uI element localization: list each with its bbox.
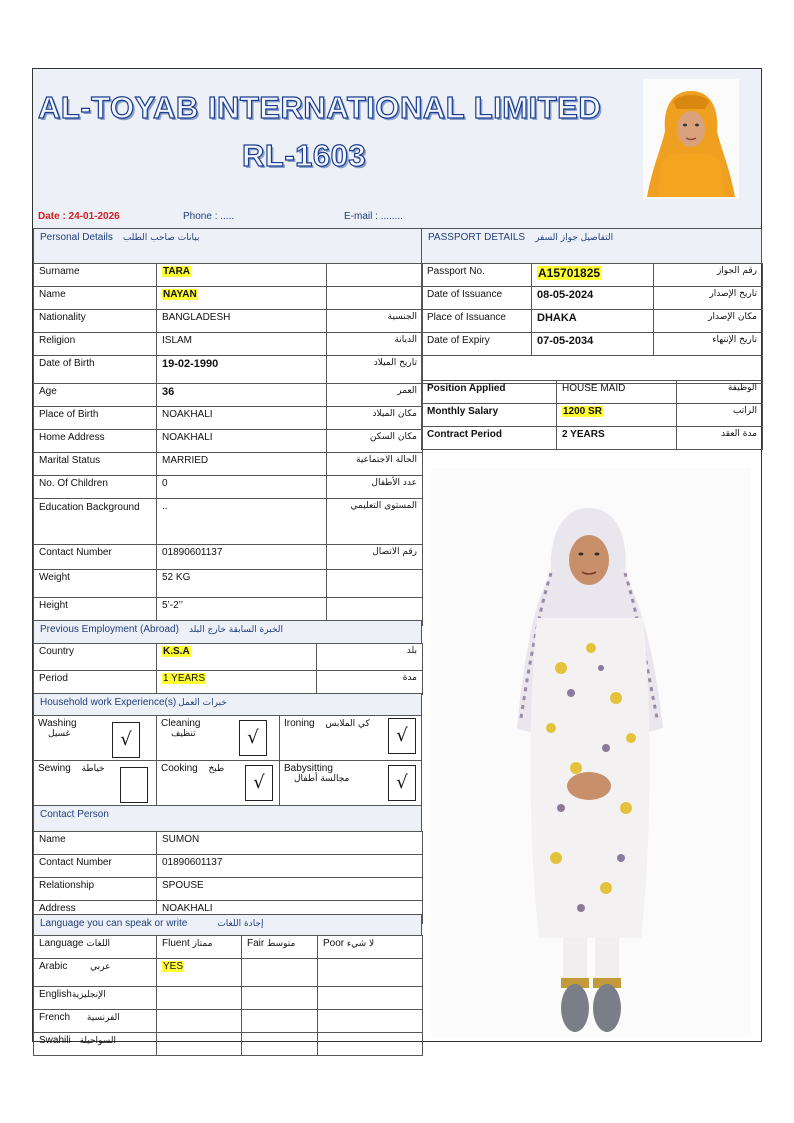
table-row: Address NOAKHALI	[34, 901, 423, 924]
headshot-photo	[643, 79, 739, 199]
table-row: Surname TARA	[34, 264, 423, 287]
household-experience-header: Household work Experience(s) خبرات العمل	[33, 693, 422, 716]
languages-table	[33, 935, 423, 1056]
skill-babysitting: Babysitting مجالسة أطفال √	[279, 760, 422, 806]
skill-cleaning: Cleaning تنظيف √	[156, 715, 280, 761]
table-row: Education Background .. المستوى التعليمي	[34, 499, 423, 545]
personal-details-table	[33, 263, 423, 626]
washing-checkbox[interactable]: √	[112, 722, 140, 758]
previous-employment-table	[33, 643, 423, 695]
table-row: Name NAYAN	[34, 287, 423, 310]
salary-value: 1200 SR	[563, 406, 602, 417]
table-row: Religion ISLAM الديانة	[34, 333, 423, 356]
passport-details-table	[421, 263, 763, 384]
table-row: No. Of Children 0 عدد الأطفال	[34, 476, 423, 499]
passport-no-value: A15701825	[538, 266, 601, 280]
cleaning-checkbox[interactable]: √	[239, 720, 267, 756]
country-value: K.S.A	[163, 646, 190, 657]
company-name: AL-TOYAB INTERNATIONAL LIMITED	[38, 90, 602, 125]
form-code: RL-1603	[242, 138, 367, 173]
table-row: Name SUMON	[34, 832, 423, 855]
contact-person-table	[33, 831, 423, 924]
table-row: Passport No. A15701825 رقم الجواز	[422, 264, 763, 287]
table-row: Date of Expiry 07-05-2034 تاريخ الإنتهاء	[422, 333, 763, 356]
table-row: Height 5’-2’’	[34, 598, 423, 626]
passport-details-header: PASSPORT DETAILS التفاصيل جواز السفر	[421, 228, 762, 264]
table-row: Contract Period 2 YEARS مدة العقد	[422, 427, 763, 450]
surname-value: TARA	[163, 266, 191, 277]
languages-header: Language you can speak or write إجادة اللغات	[33, 914, 422, 936]
skill-ironing: Ironing كي الملابس √	[279, 715, 422, 761]
cooking-checkbox[interactable]: √	[245, 765, 273, 801]
table-row: Contact Number 01890601137 رقم الاتصال	[34, 545, 423, 570]
name-value: NAYAN	[163, 289, 197, 300]
table-row: Englishالإنجليزية	[34, 987, 423, 1010]
job-details-table	[421, 380, 763, 450]
table-row: Marital Status MARRIED الحالة الاجتماعية	[34, 453, 423, 476]
personal-details-header: Personal Details بيانات صاحب الطلب	[33, 228, 422, 264]
table-row: Age 36 العمر	[34, 384, 423, 407]
table-row: French الفرنسية	[34, 1010, 423, 1033]
table-row: Date of Issuance 08-05-2024 تاريخ الإصدار	[422, 287, 763, 310]
period-value: 1 YEARS	[163, 673, 206, 684]
babysitting-checkbox[interactable]: √	[388, 765, 416, 801]
table-row: Swahili السواحيلة	[34, 1033, 423, 1056]
table-row: Home Address NOAKHALI مكان السكن	[34, 430, 423, 453]
table-row: Date of Birth 19-02-1990 تاريخ الميلاد	[34, 356, 423, 384]
contact-person-header: Contact Person	[33, 805, 422, 832]
table-row: Place of Issuance DHAKA مكان الإصدار	[422, 310, 763, 333]
table-row: Country K.S.A بلد	[34, 644, 423, 671]
skill-washing: Washing غسيل √	[33, 715, 157, 761]
skill-sewing: Sewing خياطة	[33, 760, 157, 806]
skill-cooking: Cooking طبخ √	[156, 760, 280, 806]
table-row: Language اللغات Fluent ممتاز Fair متوسط Poor لا شيء	[34, 936, 423, 959]
phone-text: Phone : .....	[183, 211, 235, 222]
table-row: Monthly Salary 1200 SR الراتب	[422, 404, 763, 427]
table-row: Weight 52 KG	[34, 570, 423, 598]
table-row: Contact Number 01890601137	[34, 855, 423, 878]
table-row: Position Applied HOUSE MAID الوظيفة	[422, 381, 763, 404]
table-row: Period 1 YEARS مدة	[34, 671, 423, 695]
ironing-checkbox[interactable]: √	[388, 718, 416, 754]
table-row: Place of Birth NOAKHALI مكان الميلاد	[34, 407, 423, 430]
arabic-fluent-value: YES	[163, 961, 184, 972]
table-row: Relationship SPOUSE	[34, 878, 423, 901]
table-row: Nationality BANGLADESH الجنسية	[34, 310, 423, 333]
date-text: Date : 24-01-2026	[38, 211, 120, 222]
previous-employment-header: Previous Employment (Abroad) الخبرة السابقة خارج البلد	[33, 620, 422, 644]
table-row: Arabic عربي YES	[34, 959, 423, 987]
sewing-checkbox[interactable]	[120, 767, 148, 803]
full-body-photo	[431, 468, 751, 1037]
email-text: E-mail : ........	[344, 211, 403, 222]
